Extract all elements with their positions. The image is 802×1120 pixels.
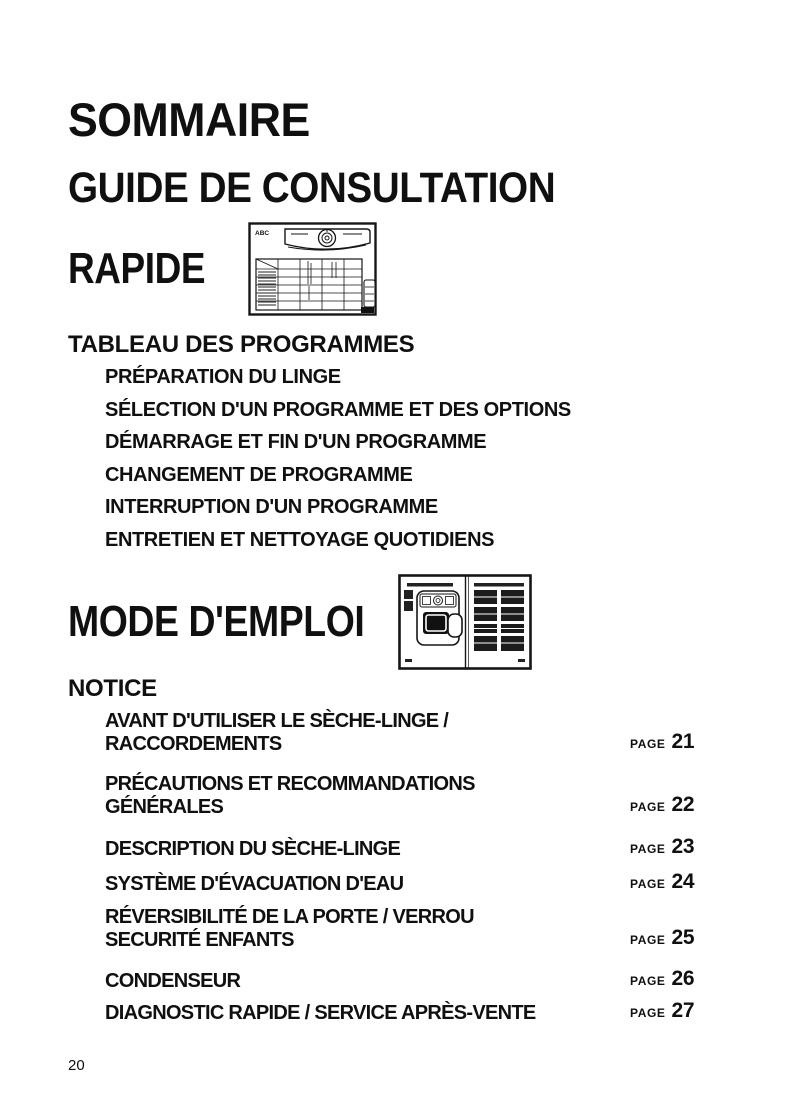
list-item: INTERRUPTION D'UN PROGRAMME [105,496,438,519]
list-item: SÉLECTION D'UN PROGRAMME ET DES OPTIONS [105,398,571,421]
quick-guide-heading-row [68,222,772,316]
program-table-section-title: TABLEAU DES PROGRAMMES [68,331,415,358]
program-table-item-list [68,361,772,556]
toc-entry-title: CONDENSEUR [105,969,241,992]
toc-entry-title: SYSTÈME D'ÉVACUATION D'EAU [105,873,404,896]
mode-demploi-heading: MODE D'EMPLOI [68,597,365,647]
list-item: CHANGEMENT DE PROGRAMME [105,463,413,486]
page-title: SOMMAIRE [68,93,310,146]
toc-entry-pageref [630,835,694,862]
notice-entry-list [68,710,772,1026]
notice-section-title: NOTICE [68,675,157,703]
page-number: 25 [671,926,695,950]
page-word: PAGE [630,1006,666,1021]
toc-entry-title: PRÉCAUTIONS ET RECOMMANDATIONS GÉNÉRALES [105,772,475,819]
page-number: 26 [671,966,695,990]
toc-entry [105,967,772,994]
toc-entry-title: RÉVERSIBILITÉ DE LA PORTE / VERROU SECURITÉ ENFANTS [105,905,474,952]
page-word: PAGE [630,973,666,988]
toc-entry [105,773,772,820]
toc-entry [105,870,772,897]
toc-entry-pageref [630,967,694,994]
toc-entry-pageref [630,730,694,757]
program-table-illustration [248,222,377,316]
page-number: 23 [671,834,695,858]
toc-entry [105,906,772,953]
quick-guide-heading-line1: GUIDE DE CONSULTATION [68,164,556,212]
toc-entry-pageref [630,926,694,953]
toc-entry [105,710,772,757]
list-item: PRÉPARATION DU LINGE [105,366,341,389]
list-item: ENTRETIEN ET NETTOYAGE QUOTIDIENS [105,528,495,551]
toc-entry-pageref [630,999,694,1026]
page-number: 27 [671,999,695,1023]
list-item: DÉMARRAGE ET FIN D'UN PROGRAMME [105,431,487,454]
footer-page-number: 20 [68,1057,85,1074]
mode-demploi-heading-row [68,574,772,670]
page-content [68,0,772,1026]
page-word: PAGE [630,877,666,892]
page-number: 21 [671,730,695,754]
toc-entry [105,999,772,1026]
toc-entry [105,835,772,862]
program-table-card-label: ABC [255,230,270,237]
toc-entry-pageref [630,793,694,820]
page-word: PAGE [630,933,666,948]
page-word: PAGE [630,737,666,752]
toc-entry-title: AVANT D'UTILISER LE SÈCHE-LINGE / RACCORDEMENTS [105,709,449,756]
page-word: PAGE [630,800,666,815]
quick-guide-heading-line2: RAPIDE [68,244,206,293]
open-manual-illustration [398,574,532,670]
page-number: 24 [671,870,695,894]
toc-entry-title: DESCRIPTION DU SÈCHE-LINGE [105,837,401,860]
toc-entry-title: DIAGNOSTIC RAPIDE / SERVICE APRÈS-VENTE [105,1002,536,1025]
page-number: 22 [671,793,695,817]
toc-entry-pageref [630,870,694,897]
page-word: PAGE [630,841,666,856]
